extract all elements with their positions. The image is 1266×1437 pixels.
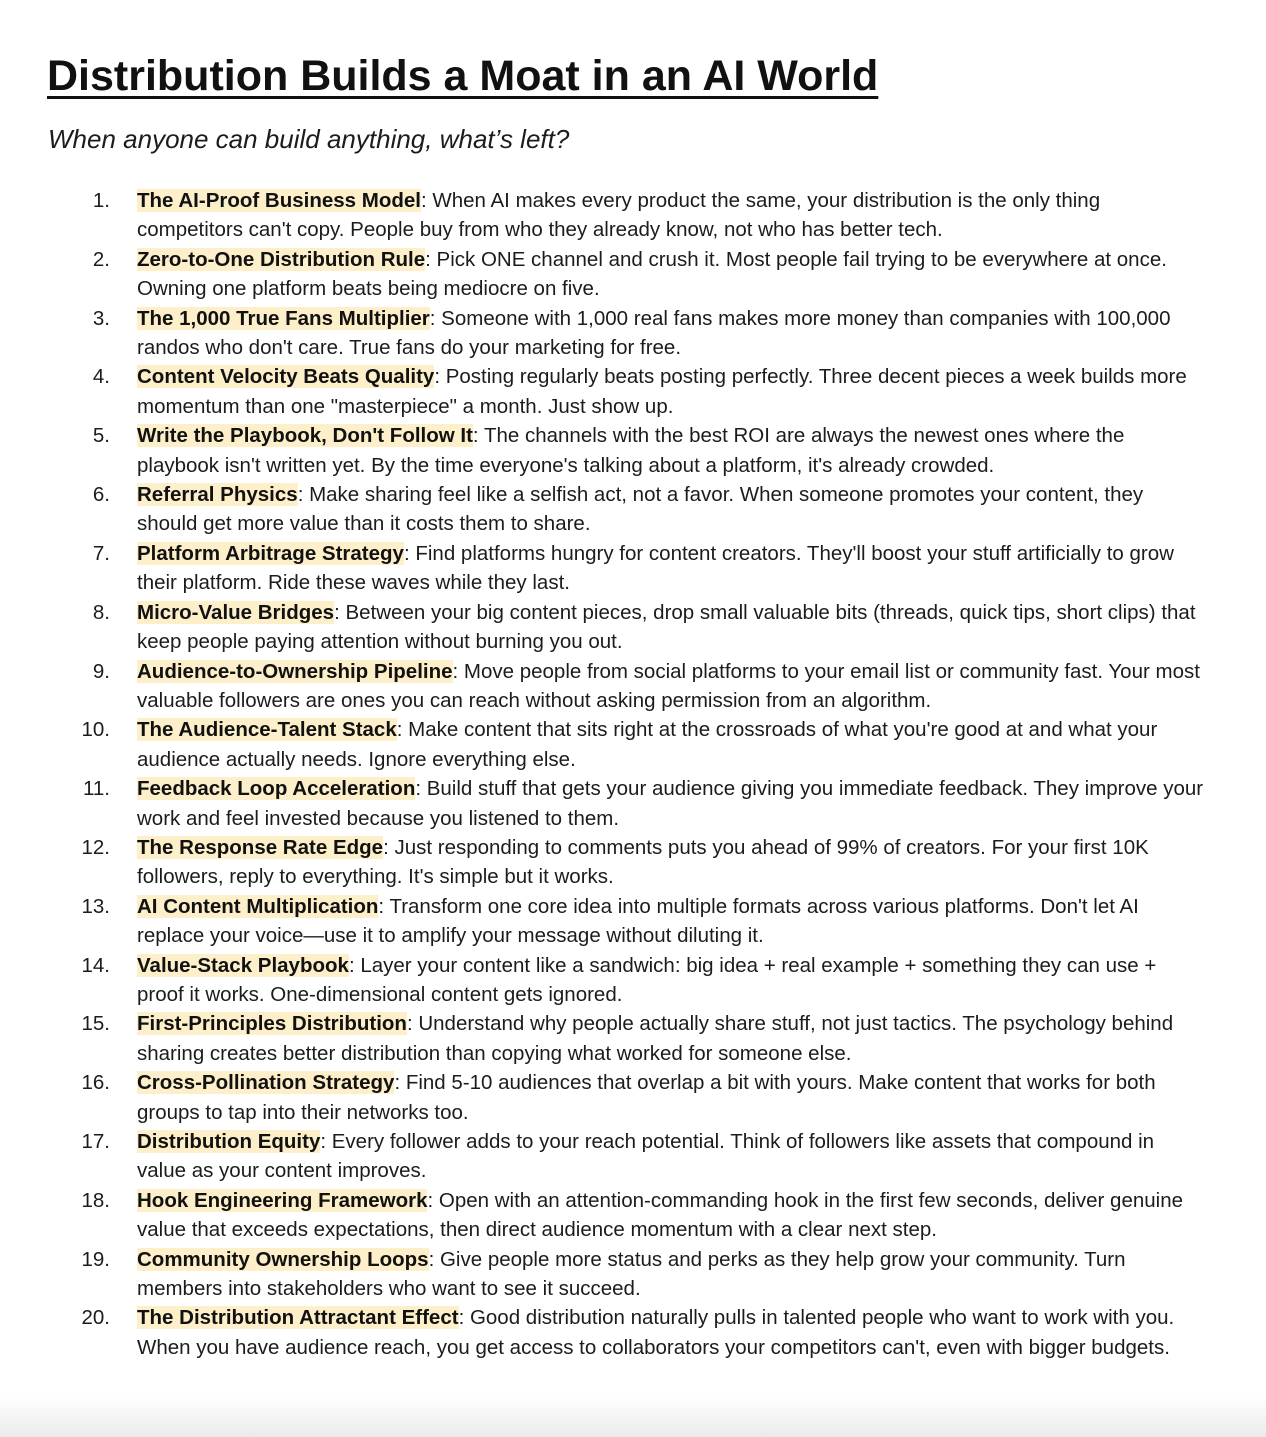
list-item: [0, 1186, 1266, 1245]
list-item-text: : Just responding to comments puts you ahead of 99% of creators. For your first 10K followers, reply to everything. It's simple but it works.: [137, 835, 1149, 889]
list-item-term: Zero-to-One Distribution Rule: [137, 247, 426, 271]
list-item-term: Cross-Pollination Strategy: [137, 1071, 395, 1095]
list-item-text: : The channels with the best ROI are always the newest ones where the playbook isn't written yet. By the time everyone's talking about a platform, it's already crowded.: [137, 424, 1125, 477]
list-item-number: 17.: [81, 1130, 110, 1153]
list-item-text: : Posting regularly beats posting perfectly. Three decent pieces a week builds more momentum than one "masterpiece" a month. Just show up.: [137, 365, 1187, 418]
list-item-text: : Open with an attention-commanding hook in the first few seconds, deliver genuine value that exceeds expectations, then direct audience momentum with a clear next step.: [137, 1188, 1184, 1242]
list-item-term: The AI-Proof Business Model: [137, 189, 421, 212]
list-item: [0, 1068, 1266, 1127]
list-item: [0, 362, 1266, 421]
list-item: [0, 598, 1266, 657]
list-item: [0, 480, 1266, 539]
list-item-number: 11.: [83, 777, 110, 801]
list-item-term: The Distribution Attractant Effect: [137, 1306, 459, 1330]
list-item-text: : Transform one core idea into multiple formats across various platforms. Don't let AI replace your voice—use it to amplify your message without diluting it.: [137, 894, 1139, 948]
list-item-term: The 1,000 True Fans Multiplier: [137, 306, 430, 330]
list-item-term: Hook Engineering Framework: [137, 1188, 428, 1212]
list-item-text: : Make content that sits right at the crossroads of what you're good at and what your audience actually needs. Ignore everything else.: [137, 718, 1158, 771]
list-item-number: 4.: [92, 365, 110, 389]
list-item-number: 2.: [92, 247, 110, 271]
list-item-text: : Layer your content like a sandwich: big idea + real example + something they can use + proof it works. One-dimensional content gets ignored.: [137, 953, 1157, 1006]
bottom-shadow: [0, 1397, 1266, 1437]
list-item-number: 12.: [81, 835, 110, 859]
list-item: [0, 1303, 1266, 1362]
list-item: [0, 951, 1266, 1010]
list-item: [0, 833, 1266, 892]
list-item: [0, 892, 1266, 951]
list-item-term: The Response Rate Edge: [137, 835, 384, 859]
list-item-term: Micro-Value Bridges: [137, 600, 335, 624]
list-item-term: First-Principles Distribution: [137, 1012, 407, 1036]
list-item-text: : Make sharing feel like a selfish act, not a favor. When someone promotes your content, they should get more value than it costs them to share.: [137, 483, 1144, 536]
list-item-text: : Give people more status and perks as they help grow your community. Turn members into stakeholders who want to see it succeed.: [137, 1247, 1126, 1301]
list-item-number: 9.: [92, 659, 110, 683]
list-item: [0, 245, 1266, 304]
page-subtitle: When anyone can build anything, what’s left?: [48, 124, 570, 154]
list-item: [0, 774, 1266, 833]
list-item-number: 3.: [92, 306, 110, 330]
list-item: [0, 1127, 1266, 1186]
list-item-number: 19.: [81, 1247, 110, 1271]
list-item-text: : Between your big content pieces, drop small valuable bits (threads, quick tips, short clips) that keep people paying attention without burning you out.: [137, 600, 1196, 654]
list-item: [0, 1245, 1266, 1304]
list-item-text: : Good distribution naturally pulls in talented people who want to work with you. When you have audience reach, you get access to collaborators your competitors can't, even with bigger budgets.: [137, 1306, 1175, 1359]
list-item-number: 20.: [81, 1306, 110, 1330]
list-item-number: 15.: [81, 1012, 110, 1036]
list-item-text: : Find 5-10 audiences that overlap a bit with yours. Make content that works for both groups to tap into their networks too.: [137, 1071, 1156, 1124]
numbered-list: [0, 186, 1266, 1362]
list-item-number: 13.: [81, 894, 110, 918]
page-title: Distribution Builds a Moat in an AI World: [47, 52, 879, 100]
list-item-term: AI Content Multiplication: [137, 894, 379, 918]
list-item-text: : Every follower adds to your reach potential. Think of followers like assets that compound in value as your content improves.: [137, 1130, 1155, 1183]
list-item-term: Referral Physics: [137, 483, 298, 507]
list-item-term: Value-Stack Playbook: [137, 953, 349, 977]
list-item: [0, 421, 1266, 480]
list-item: [0, 715, 1266, 774]
list-item-text: : Understand why people actually share stuff, not just tactics. The psychology behind sharing creates better distribution than copying what worked for someone else.: [137, 1012, 1174, 1065]
list-item-term: Content Velocity Beats Quality: [137, 365, 435, 389]
list-item-number: 1.: [92, 189, 110, 212]
list-item-text: : Someone with 1,000 real fans makes more money than companies with 100,000 randos who don't care. True fans do your marketing for free.: [137, 306, 1171, 360]
list-item: [0, 657, 1266, 716]
list-item-text: : Find platforms hungry for content creators. They'll boost your stuff artificially to grow their platform. Ride these waves while they last.: [137, 541, 1174, 595]
list-item-number: 6.: [92, 483, 110, 507]
list-item-text: : Build stuff that gets your audience giving you immediate feedback. They improve your work and feel invested because you listened to them.: [137, 777, 1204, 830]
list-item-number: 5.: [92, 424, 110, 448]
list-item-number: 16.: [81, 1071, 110, 1095]
list-item-term: Audience-to-Ownership Pipeline: [137, 659, 453, 683]
list-item-term: Community Ownership Loops: [137, 1247, 429, 1271]
list-item-term: The Audience-Talent Stack: [137, 718, 397, 742]
list-item-text: : Move people from social platforms to your email list or community fast. Your most valuable followers are ones you can reach without asking permission from an algorithm.: [137, 659, 1200, 712]
list-item-term: Feedback Loop Acceleration: [137, 777, 416, 801]
list-item-text: : Pick ONE channel and crush it. Most people fail trying to be everywhere at once. Owning one platform beats being mediocre on five.: [137, 247, 1167, 301]
list-item-number: 8.: [92, 600, 110, 624]
list-item: [0, 186, 1266, 245]
list-item-number: 14.: [81, 953, 110, 977]
list-item-term: Distribution Equity: [137, 1130, 321, 1153]
list-item-number: 18.: [81, 1188, 110, 1212]
list-item-number: 10.: [81, 718, 110, 742]
list-item-number: 7.: [92, 541, 110, 565]
list-item-term: Write the Playbook, Don't Follow It: [137, 424, 473, 448]
list-item: [0, 539, 1266, 598]
list-item: [0, 304, 1266, 363]
list-item: [0, 1009, 1266, 1068]
list-item-term: Platform Arbitrage Strategy: [137, 541, 404, 565]
list-item-text: : When AI makes every product the same, your distribution is the only thing competitors can't copy. People buy from who they already know, not who has better tech.: [137, 189, 1101, 242]
